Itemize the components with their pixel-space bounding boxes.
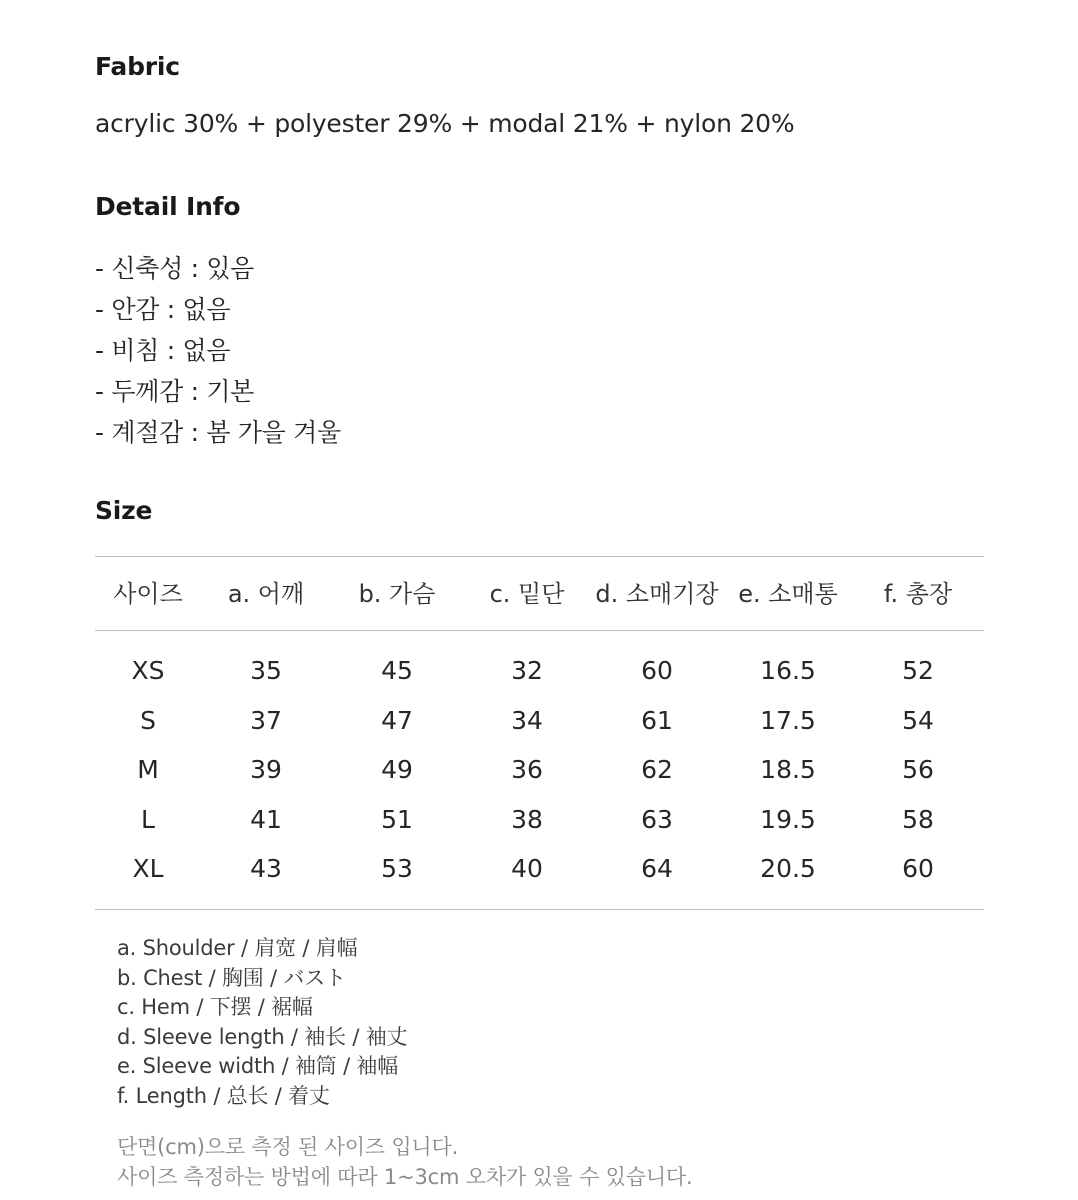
- table-bottom-divider: [95, 909, 984, 910]
- fabric-composition: acrylic 30% + polyester 29% + modal 21% + nylon 20%: [95, 109, 795, 138]
- detail-info-list: [95, 248, 341, 453]
- legend-hem: c. Hem / 下摆 / 裾幅: [117, 995, 313, 1020]
- chest-value: 53: [381, 854, 413, 883]
- sleeve-length-value: 63: [641, 805, 673, 834]
- chest-value: 49: [381, 755, 413, 784]
- header-shoulder: a. 어깨: [227, 580, 305, 608]
- size-label: M: [137, 755, 159, 784]
- size-label: L: [141, 805, 155, 834]
- length-value: 54: [902, 706, 934, 735]
- header-length: f. 총장: [883, 580, 953, 608]
- footnote-tolerance: 사이즈 측정하는 방법에 따라 1~3cm 오차가 있을 수 있습니다.: [117, 1165, 693, 1189]
- chest-value: 45: [381, 656, 413, 685]
- sleeve-width-value: 20.5: [760, 854, 816, 883]
- table-row: [95, 800, 984, 840]
- hem-value: 34: [511, 706, 543, 735]
- header-hem: c. 밑단: [489, 580, 565, 608]
- fabric-title: Fabric: [95, 52, 180, 81]
- detail-item-season: - 계절감 : 봄 가을 겨울: [95, 418, 341, 447]
- length-value: 56: [902, 755, 934, 784]
- chest-value: 47: [381, 706, 413, 735]
- size-label: XS: [131, 656, 165, 685]
- detail-info-title: Detail Info: [95, 192, 241, 221]
- length-value: 52: [902, 656, 934, 685]
- detail-item-stretch: - 신축성 : 있음: [95, 254, 255, 283]
- header-sleeve-length: d. 소매기장: [595, 580, 719, 608]
- measurement-footnotes: [117, 1132, 693, 1192]
- table-row: [95, 750, 984, 790]
- table-row: [95, 651, 984, 691]
- sleeve-width-value: 17.5: [760, 706, 816, 735]
- size-label: XL: [132, 854, 164, 883]
- detail-item-lining: - 안감 : 없음: [95, 295, 231, 324]
- chest-value: 51: [381, 805, 413, 834]
- shoulder-value: 41: [250, 805, 282, 834]
- sleeve-width-value: 16.5: [760, 656, 816, 685]
- sleeve-length-value: 64: [641, 854, 673, 883]
- table-header-divider: [95, 630, 984, 631]
- table-row: [95, 701, 984, 741]
- legend-shoulder: a. Shoulder / 肩宽 / 肩幅: [117, 936, 358, 960]
- sleeve-length-value: 61: [641, 706, 673, 735]
- shoulder-value: 43: [250, 854, 282, 883]
- sleeve-length-value: 62: [641, 755, 673, 784]
- sleeve-length-value: 60: [641, 656, 673, 685]
- legend-chest: b. Chest / 胸围 / バスト: [117, 965, 346, 990]
- footnote-measured-flat: 단면(cm)으로 측정 된 사이즈 입니다.: [117, 1135, 459, 1159]
- hem-value: 36: [511, 755, 543, 784]
- table-top-divider: [95, 556, 984, 557]
- hem-value: 38: [511, 805, 543, 834]
- legend-sleeve-length: d. Sleeve length / 袖长 / 袖丈: [117, 1024, 408, 1049]
- sleeve-width-value: 19.5: [760, 805, 816, 834]
- legend-length: f. Length / 总长 / 着丈: [117, 1083, 330, 1108]
- legend-sleeve-width: e. Sleeve width / 袖筒 / 袖幅: [117, 1054, 399, 1079]
- length-value: 58: [902, 805, 934, 834]
- header-chest: b. 가슴: [358, 580, 436, 608]
- hem-value: 40: [511, 854, 543, 883]
- size-label: S: [140, 706, 156, 735]
- size-title: Size: [95, 496, 153, 525]
- detail-item-thickness: - 두께감 : 기본: [95, 377, 255, 406]
- header-size: 사이즈: [113, 580, 183, 608]
- shoulder-value: 39: [250, 755, 282, 784]
- measurement-legend: [117, 934, 407, 1112]
- table-row: [95, 849, 984, 889]
- hem-value: 32: [511, 656, 543, 685]
- length-value: 60: [902, 854, 934, 883]
- shoulder-value: 35: [250, 656, 282, 685]
- header-sleeve-width: e. 소매통: [738, 580, 838, 608]
- size-table-header: [95, 574, 984, 614]
- shoulder-value: 37: [250, 706, 282, 735]
- sleeve-width-value: 18.5: [760, 755, 816, 784]
- detail-item-sheerness: - 비침 : 없음: [95, 336, 231, 365]
